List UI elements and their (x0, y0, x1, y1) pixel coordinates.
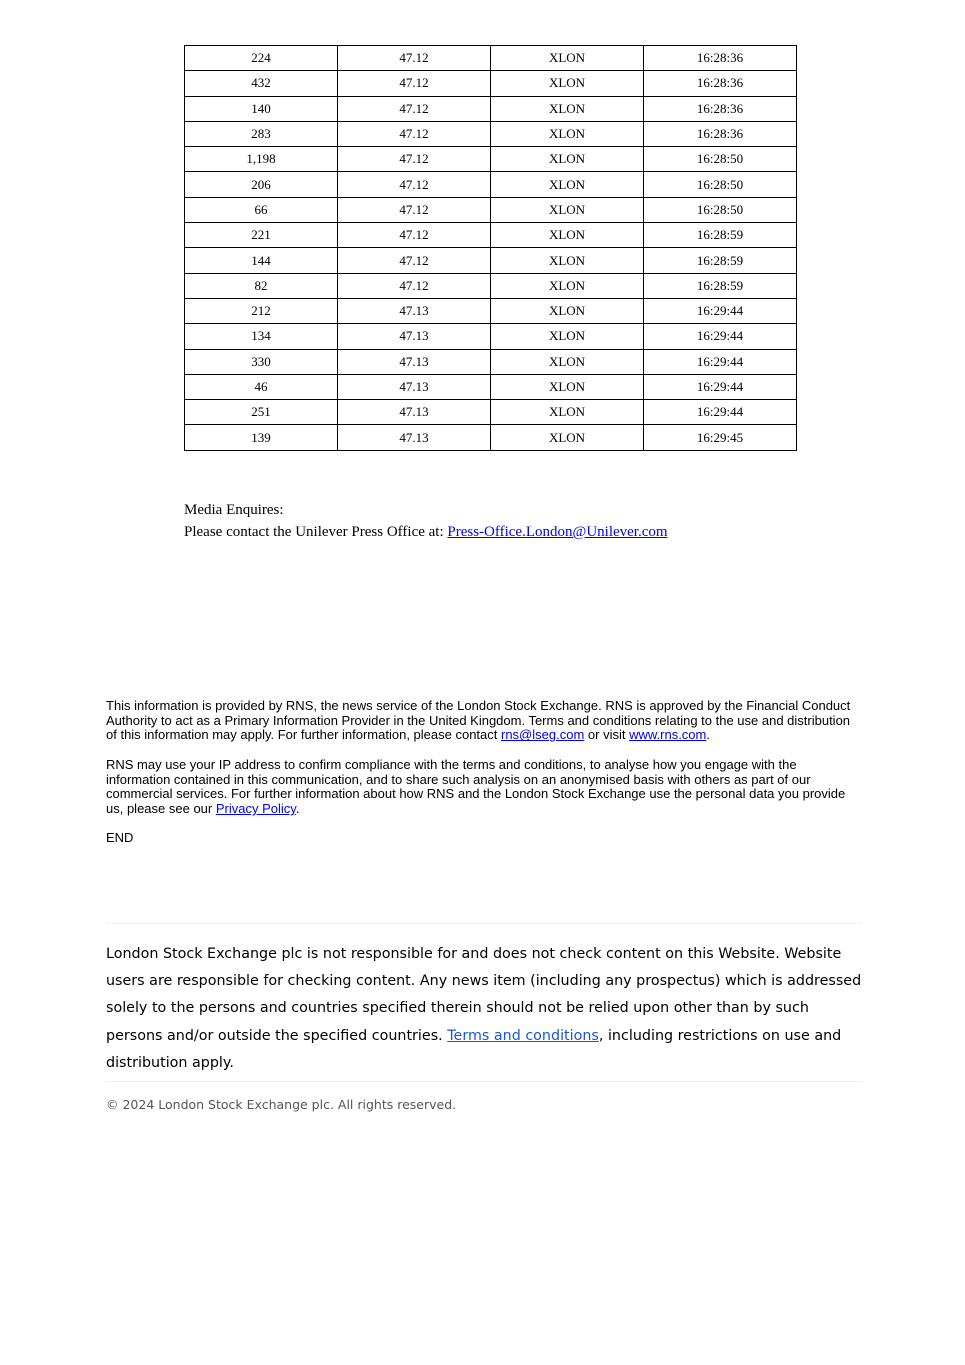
venue-cell: XLON (491, 248, 644, 273)
media-heading: Media Enquires: (184, 502, 284, 518)
venue-cell: XLON (491, 273, 644, 298)
rns-privacy-paragraph (106, 758, 858, 817)
time-cell: 16:29:44 (644, 374, 797, 399)
rns-or-visit: or visit (584, 727, 630, 743)
disclaimer-tail: , including restrictions on use and distribution apply. (106, 1027, 842, 1071)
trade-table-body (185, 46, 797, 451)
terms-and-conditions-link[interactable]: Terms and conditions (447, 1027, 599, 1044)
volume-cell: 144 (185, 248, 338, 273)
price-cell: 47.13 (338, 374, 491, 399)
venue-cell: XLON (491, 96, 644, 121)
price-cell: 47.12 (338, 223, 491, 248)
table-row (185, 349, 797, 374)
rns-info-paragraph (106, 699, 858, 743)
time-cell: 16:29:45 (644, 425, 797, 450)
price-cell: 47.12 (338, 121, 491, 146)
volume-cell: 283 (185, 121, 338, 146)
media-enquiries (184, 499, 668, 543)
venue-cell: XLON (491, 71, 644, 96)
volume-cell: 206 (185, 172, 338, 197)
price-cell: 47.12 (338, 71, 491, 96)
volume-cell: 212 (185, 298, 338, 323)
price-cell: 47.12 (338, 147, 491, 172)
rns-info-text: This information is provided by RNS, the news service of the London Stock Exchange. RNS is approved by the Financial Conduct Authority to act as a Primary Information Provider in the United Kingdom. Terms and conditions relating to the use and distribution of this information may apply. For further information, please contact (106, 698, 851, 743)
table-row (185, 248, 797, 273)
time-cell: 16:29:44 (644, 298, 797, 323)
table-row (185, 172, 797, 197)
time-cell: 16:28:59 (644, 273, 797, 298)
price-cell: 47.12 (338, 273, 491, 298)
table-row (185, 324, 797, 349)
press-office-email-link[interactable]: Press-Office.London@Unilever.com (447, 524, 668, 540)
table-row (185, 374, 797, 399)
price-cell: 47.13 (338, 349, 491, 374)
venue-cell: XLON (491, 349, 644, 374)
privacy-policy-link[interactable]: Privacy Policy (215, 801, 296, 817)
time-cell: 16:28:59 (644, 248, 797, 273)
time-cell: 16:28:59 (644, 223, 797, 248)
venue-cell: XLON (491, 425, 644, 450)
table-row (185, 121, 797, 146)
venue-cell: XLON (491, 298, 644, 323)
venue-cell: XLON (491, 400, 644, 425)
disclaimer-text: London Stock Exchange plc is not responsible for and does not check content on this Website. Website users are responsible for checking content. Any news item (including any prospectus) which is addressed solely to the persons and countries specified therein should not be relied upon other than by such persons and/or outside the specified countries. (106, 946, 862, 1044)
time-cell: 16:28:36 (644, 121, 797, 146)
table-row (185, 298, 797, 323)
rns-privacy-text: RNS may use your IP address to confirm compliance with the terms and conditions, to analyse how you engage with the information contained in this communication, and to share such analysis on an anonymised basis with others as part of our commercial services. For further information about how RNS and the London Stock Exchange use the personal data you provide us, please see our (106, 757, 846, 817)
price-cell: 47.12 (338, 96, 491, 121)
time-cell: 16:29:44 (644, 349, 797, 374)
venue-cell: XLON (491, 374, 644, 399)
price-cell: 47.13 (338, 425, 491, 450)
table-row (185, 147, 797, 172)
price-cell: 47.13 (338, 324, 491, 349)
copyright: © 2024 London Stock Exchange plc. All rights reserved. (106, 1097, 457, 1112)
venue-cell: XLON (491, 223, 644, 248)
price-cell: 47.13 (338, 400, 491, 425)
rns-email-link[interactable]: rns@lseg.com (501, 727, 585, 743)
lse-disclaimer (106, 941, 866, 1077)
volume-cell: 46 (185, 374, 338, 399)
media-contact-text: Please contact the Unilever Press Office at: (184, 524, 448, 540)
venue-cell: XLON (491, 172, 644, 197)
rns-p2-end: . (295, 801, 300, 817)
table-row (185, 96, 797, 121)
end-marker: END (106, 830, 134, 845)
volume-cell: 251 (185, 400, 338, 425)
venue-cell: XLON (491, 197, 644, 222)
volume-cell: 221 (185, 223, 338, 248)
divider (106, 1081, 862, 1082)
time-cell: 16:28:50 (644, 172, 797, 197)
venue-cell: XLON (491, 324, 644, 349)
volume-cell: 140 (185, 96, 338, 121)
time-cell: 16:28:36 (644, 46, 797, 71)
price-cell: 47.12 (338, 46, 491, 71)
volume-cell: 1,198 (185, 147, 338, 172)
trade-table (184, 45, 797, 451)
volume-cell: 66 (185, 197, 338, 222)
volume-cell: 432 (185, 71, 338, 96)
price-cell: 47.12 (338, 197, 491, 222)
table-row (185, 223, 797, 248)
rns-website-link[interactable]: www.rns.com (629, 727, 707, 743)
time-cell: 16:28:36 (644, 96, 797, 121)
table-row (185, 425, 797, 450)
table-row (185, 197, 797, 222)
volume-cell: 224 (185, 46, 338, 71)
table-row (185, 46, 797, 71)
time-cell: 16:29:44 (644, 400, 797, 425)
volume-cell: 82 (185, 273, 338, 298)
time-cell: 16:28:36 (644, 71, 797, 96)
time-cell: 16:28:50 (644, 147, 797, 172)
time-cell: 16:29:44 (644, 324, 797, 349)
venue-cell: XLON (491, 46, 644, 71)
price-cell: 47.12 (338, 172, 491, 197)
price-cell: 47.13 (338, 298, 491, 323)
table-row (185, 71, 797, 96)
venue-cell: XLON (491, 147, 644, 172)
time-cell: 16:28:50 (644, 197, 797, 222)
media-contact (184, 521, 668, 543)
rns-p1-end: . (706, 727, 710, 743)
table-row (185, 273, 797, 298)
venue-cell: XLON (491, 121, 644, 146)
table-row (185, 400, 797, 425)
volume-cell: 134 (185, 324, 338, 349)
price-cell: 47.12 (338, 248, 491, 273)
volume-cell: 139 (185, 425, 338, 450)
volume-cell: 330 (185, 349, 338, 374)
divider (106, 923, 862, 924)
